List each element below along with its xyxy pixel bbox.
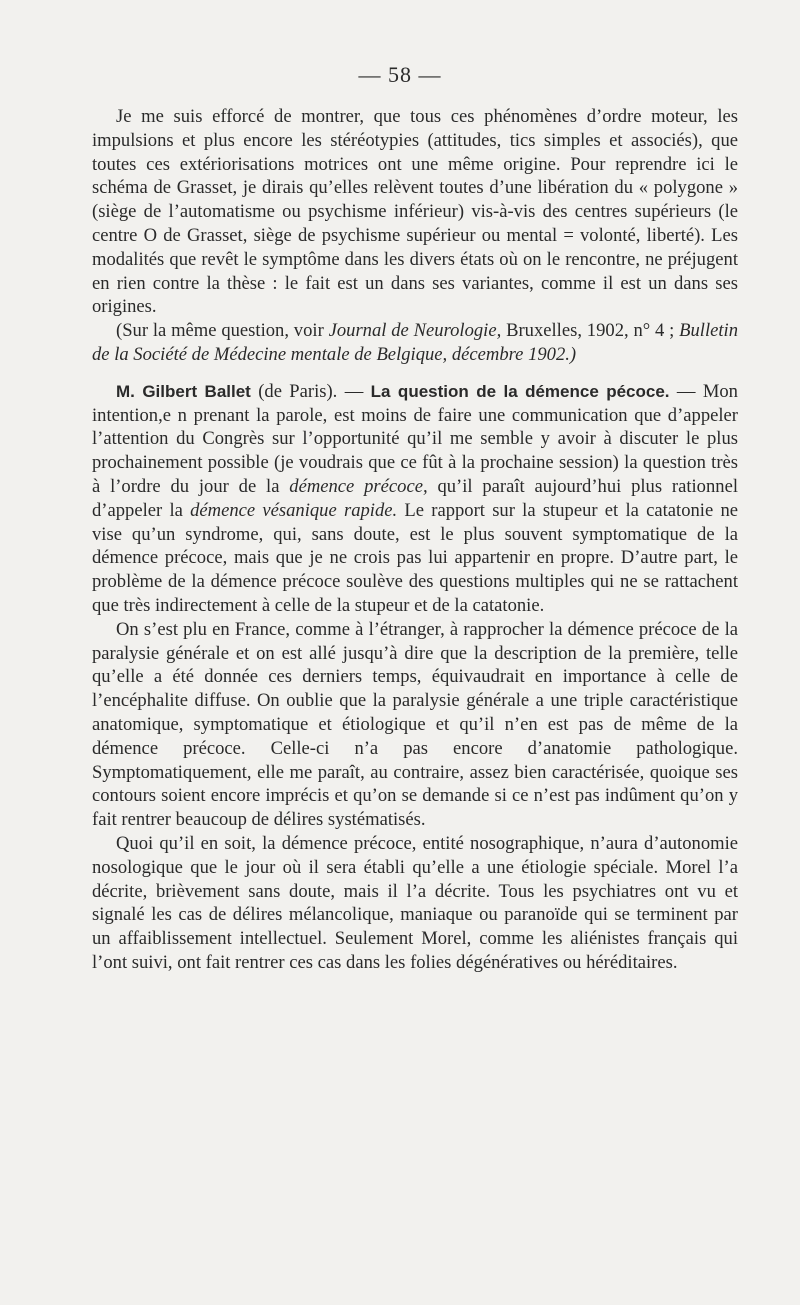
paragraph-paralysie: On s’est plu en France, comme à l’étranger, à rapprocher la démence précoce de la paralysie générale et on est allé jusqu’à dire que la description de la première, telle qu’elle a été donnée ces derniers temps, équivaudrait en importance à celle de l’encéphalite diffuse. On oublie que la paralysie générale a une triple caractéristique anatomique, symptomatique et étiologique et qu’il n’en est pas de même de la démence précoce. Celle-ci n’a pas encore d’anatomie pathologique. Symptomatiquement, elle me paraît, au contraire, assez bien caractérisée, quoique ses contours soient encore imprécis et qu’on se demande si ce n’est pas indûment qu’on y fait rentrer beaucoup de délires systématisés. <box>92 618 738 831</box>
speaker-place: (de Paris). — <box>250 380 371 402</box>
page-number: — 58 — <box>358 62 442 87</box>
reference-place: Bruxelles, 1902, n° 4 ; <box>501 320 680 342</box>
section-title: La question de la démence pécoce. <box>370 381 670 401</box>
ballet-text-2: qu’il paraît aujourd’hui plus rationnel d’appeler la <box>92 475 738 521</box>
ballet-text-1: — Mon intention,e n prenant la parole, est moins de faire une communication que d’appeler l’attention du Congrès sur l’opportunité qu’il me semble y avoir à discuter le plus prochainement possible (je voudrais que ce fût à la prochaine session) la question très à l’ordre du jour de la <box>92 380 738 497</box>
paragraph-ballet <box>92 380 738 618</box>
term-demence-vesanique: démence vésanique rapide. <box>190 499 398 521</box>
term-demence-precoce: démence précoce, <box>289 475 428 497</box>
journal-title: Journal de Neurologie, <box>328 320 502 342</box>
reference-intro: (Sur la même question, voir <box>116 320 329 342</box>
paragraph-morel: Quoi qu’il en soit, la démence précoce, entité nosographique, n’aura d’autonomie nosologique que le jour où il sera établi qu’elle a une étiologie spéciale. Morel l’a décrite, brièvement sans doute, mais il l’a décrite. Tous les psychiatres ont vu et signalé les cas de délires mélancolique, maniaque ou paranoïde qui se terminent par un affaiblissement intellectuel. Seulement Morel, comme les aliénistes français qui l’ont suivi, ont fait rentrer ces cas dans les folies dégénératives ou héréditaires. <box>92 832 738 973</box>
bulletin-title: Bulletin de la Société de Médecine mentale de Belgique, décembre 1902.) <box>92 320 738 365</box>
ballet-text-3: Le rapport sur la stupeur et la catatonie ne vise qu’un syndrome, qui, sans doute, est le plus souvent symptomatique de la démence précoce, mais que je ne crois pas lui appartenir en propre. D’autre part, le problème de la démence précoce soulève des questions multiples qui ne se rattachent que très indirectement à celle de la stupeur et de la catatonie. <box>92 499 739 616</box>
speaker-name: M. Gilbert Ballet <box>116 381 251 401</box>
body-text <box>92 105 738 975</box>
section-gap <box>92 367 738 380</box>
paragraph-references <box>92 319 738 367</box>
paragraph-stereotypies: Je me suis efforcé de montrer, que tous ces phénomènes d’ordre moteur, les impulsions et plus encore les stéréotypies (attitudes, tics simples et associés), que toutes ces extériorisations motrices ont une même origine. Pour reprendre ici le schéma de Grasset, je dirais qu’elles relèvent toutes d’une libération du « polygone » (siège de l’automatisme ou psychisme inférieur) vis-à-vis des centres supérieurs (le centre O de Grasset, siège de psychisme supérieur ou mental = volonté, liberté). Les modalités que revêt le symptôme dans les divers états où on le rencontre, ne préjugent en rien contre la thèse : le fait est un dans ses variantes, comme il est un dans ses origines. <box>92 106 738 318</box>
